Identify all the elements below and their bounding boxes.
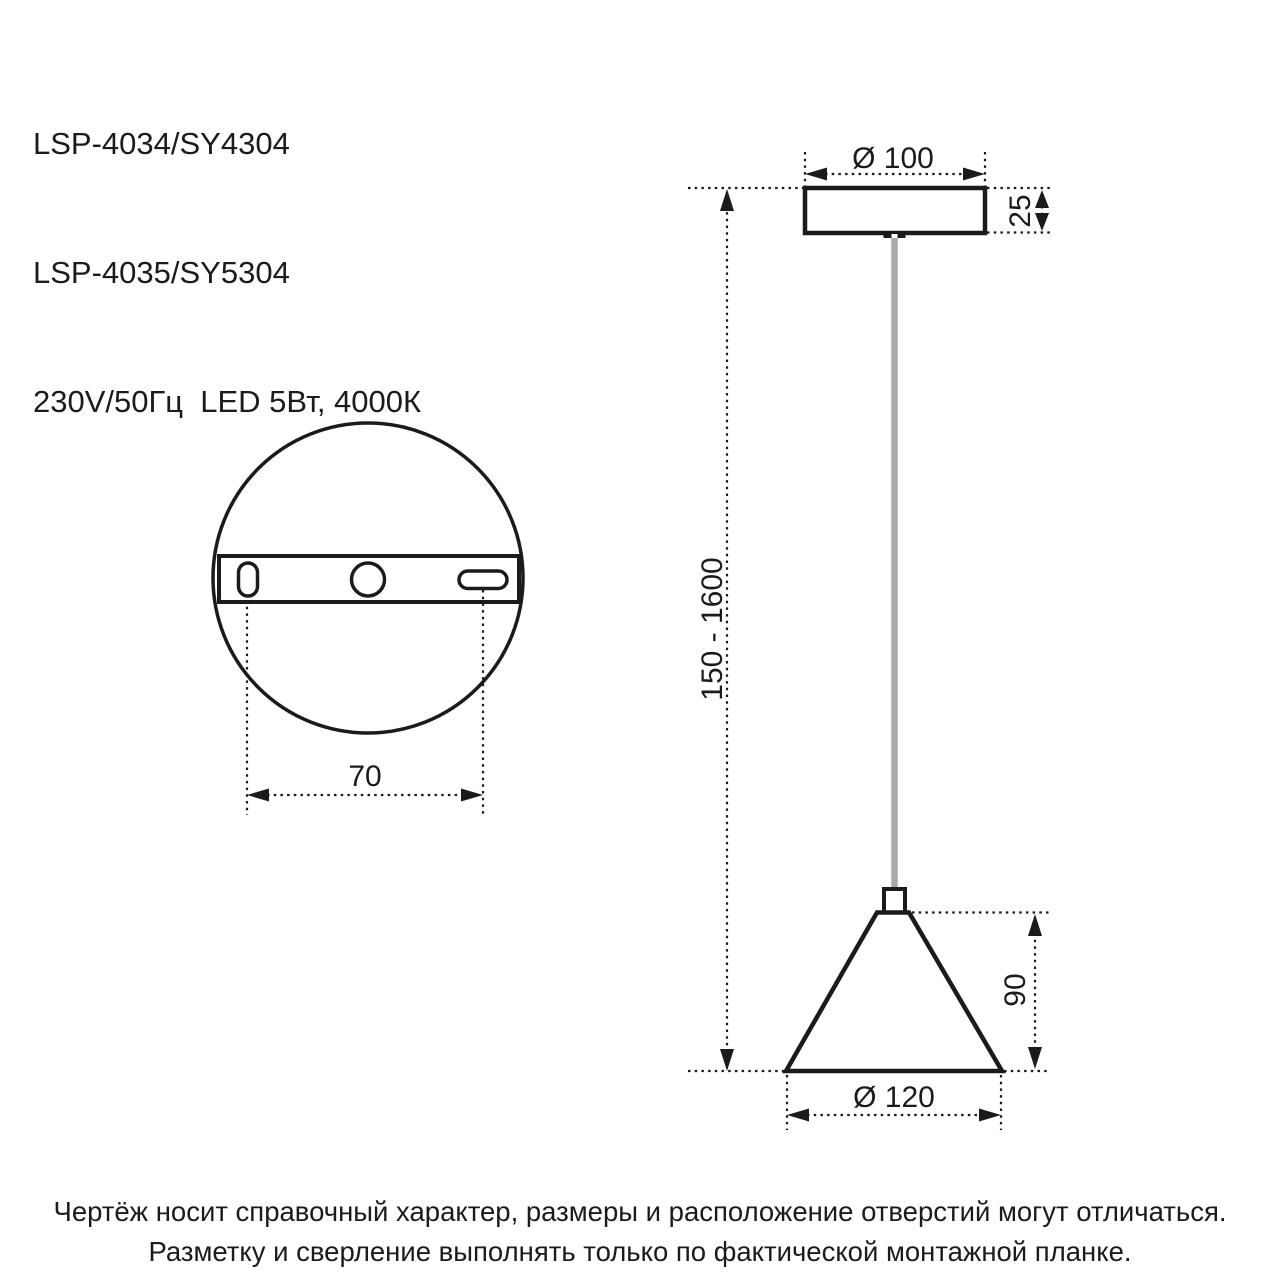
dim-label-hole-spacing: 70: [348, 760, 382, 793]
pendant-side-view: [688, 142, 1053, 1130]
footer-note: [0, 1192, 1280, 1272]
dim-label-canopy-diameter: Ø 100: [852, 142, 934, 175]
arrowhead-down: [1035, 213, 1049, 231]
arrowhead-right: [979, 1109, 1001, 1122]
disclaimer-line-1: Чертёж носит справочный характер, размеры и расположение отверстий могут отличаться.: [53, 1196, 1227, 1227]
bracket-center-hole: [352, 563, 385, 596]
model-number-line-2: LSP-4035/SY5304: [33, 255, 290, 290]
arrowhead-right: [461, 789, 483, 802]
shade-socket-holder: [884, 889, 905, 913]
arrowhead-left: [787, 1109, 809, 1122]
dim-shade-diameter-group: [787, 1075, 1001, 1130]
ceiling-canopy: [805, 188, 985, 233]
arrowhead-down: [720, 1049, 734, 1071]
dim-canopy-height-group: [987, 188, 1053, 233]
arrowhead-up: [1028, 914, 1042, 936]
dim-label-shade-height: 90: [999, 973, 1032, 1007]
arrowhead-left: [247, 789, 269, 802]
arrowhead-up: [720, 189, 734, 211]
cable-entry-notch: [892, 234, 898, 238]
cone-shade: [786, 913, 1002, 1072]
dim-canopy-diameter-group: [805, 142, 985, 186]
arrowhead-left: [805, 168, 827, 181]
arrowhead-right: [963, 168, 985, 181]
dim-label-suspension-length: 150 - 1600: [696, 557, 729, 701]
mounting-plate-view: [213, 423, 523, 815]
dim-label-canopy-height: 25: [1004, 194, 1037, 228]
bracket-slot-left: [239, 563, 258, 596]
dim-label-shade-diameter: Ø 120: [853, 1081, 935, 1114]
bracket-slot-right: [459, 571, 507, 589]
model-number-line-1: LSP-4034/SY4304: [33, 126, 290, 161]
dim-suspension-length-group: [688, 188, 803, 1071]
electrical-specs: 230V/50Гц LED 5Вт, 4000К: [33, 384, 422, 419]
arrowhead-down: [1028, 1047, 1042, 1069]
arrowhead-up: [1035, 190, 1049, 208]
disclaimer-line-2: Разметку и сверление выполнять только по фактической монтажной планке.: [148, 1236, 1132, 1267]
